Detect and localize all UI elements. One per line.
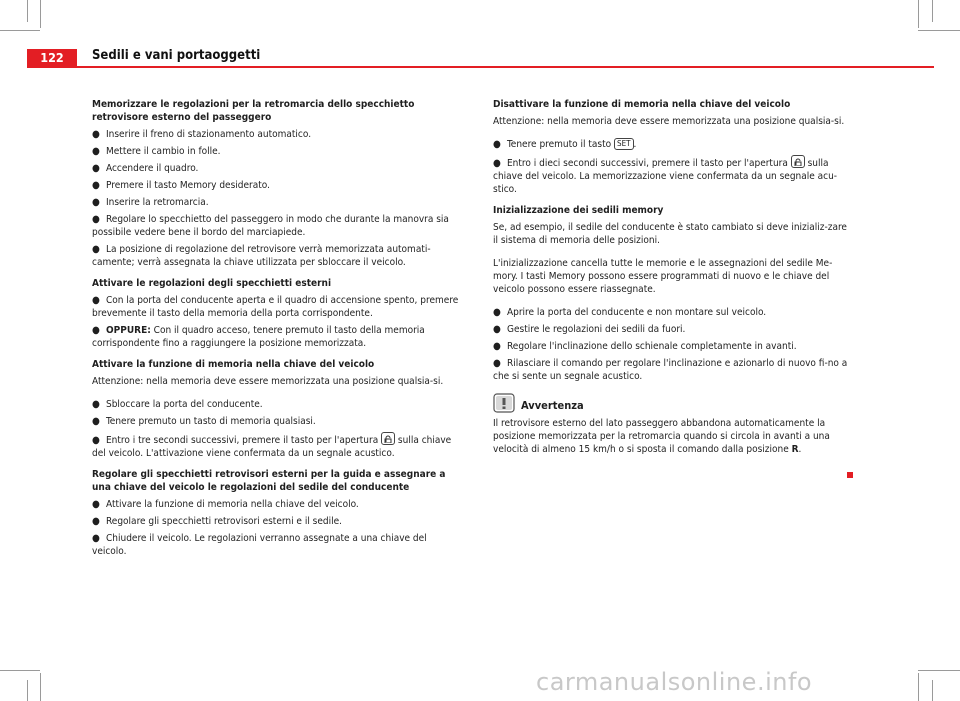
bullet: ● bbox=[493, 307, 501, 318]
list-item bbox=[92, 324, 464, 350]
list-item-text: Attivare la funzione di memoria nella chiave del veicolo. bbox=[106, 499, 359, 510]
list-item bbox=[493, 340, 851, 353]
bullet: ● bbox=[92, 146, 100, 157]
header-divider bbox=[27, 66, 934, 68]
bullet: ● bbox=[92, 516, 100, 527]
list-item-text: Regolare lo specchietto del passeggero in modo che durante la manovra sia possibile vedere bene il bordo del marciapiede. bbox=[92, 214, 449, 238]
note-header bbox=[493, 393, 851, 415]
list-item bbox=[92, 415, 464, 428]
list-item-text: . bbox=[633, 139, 637, 150]
bullet: ● bbox=[493, 358, 501, 369]
section-heading: Attivare le regolazioni degli specchietti esterni bbox=[92, 278, 332, 289]
crop-mark bbox=[918, 670, 960, 671]
list-item-text: Mettere il cambio in folle. bbox=[106, 146, 221, 157]
list-item bbox=[92, 498, 464, 511]
bullet: ● bbox=[493, 341, 501, 352]
list-item bbox=[92, 162, 464, 175]
list-item-text: Inserire la retromarcia. bbox=[106, 197, 209, 208]
bullet: ● bbox=[493, 324, 501, 335]
page-number-badge bbox=[27, 49, 77, 66]
list-item bbox=[92, 294, 464, 320]
list-item-text: Entro i dieci secondi successivi, premere il tasto per l'apertura bbox=[507, 158, 788, 169]
crop-mark bbox=[27, 680, 28, 701]
list-item-text: Regolare gli specchietti retrovisori esterni e il sedile. bbox=[106, 516, 343, 527]
list-item-text: sulla chiave del veicolo. L'attivazione viene confermata da un segnale acustico. bbox=[92, 435, 452, 459]
list-item-text: Con il quadro acceso, tenere premuto il tasto della memoria corrispondente fino a raggiungere la posizione memorizzata. bbox=[92, 325, 425, 349]
crop-mark bbox=[932, 680, 933, 701]
crop-mark bbox=[40, 673, 41, 701]
list-item bbox=[92, 398, 464, 411]
list-item-text: Rilasciare il comando per regolare l'inclinazione e azionarlo di nuovo fi-no a che si sente un segnale acustico. bbox=[493, 358, 848, 382]
list-item bbox=[92, 196, 464, 209]
set-key-icon: SET bbox=[614, 138, 634, 150]
crop-mark bbox=[932, 0, 933, 22]
page-title: Sedili e vani portaoggetti bbox=[92, 48, 261, 63]
list-item bbox=[92, 179, 464, 192]
list-item-text: Accendere il quadro. bbox=[106, 163, 199, 174]
crop-mark bbox=[27, 0, 28, 22]
list-item-text: sulla chiave del veicolo. La memorizzazione viene confermata da un segnale acu-stico. bbox=[493, 158, 838, 195]
bullet: ● bbox=[92, 399, 100, 410]
emphasis: OPPURE: bbox=[106, 325, 151, 336]
list-item-text: La posizione di regolazione del retrovisore verrà memorizzata automati-camente; verrà assegnata la chiave utilizzata per sbloccare il veicolo. bbox=[92, 244, 431, 268]
paragraph: Attenzione: nella memoria deve essere memorizzata una posizione qualsia-si. bbox=[92, 376, 444, 387]
bullet: ● bbox=[92, 325, 100, 336]
paragraph: L'inizializzazione cancella tutte le memorie e le assegnazioni del sedile Me-mory. I tasti Memory possono essere programmati di nuovo e le chiave del veicolo possono essere riassegnate. bbox=[493, 258, 833, 295]
bullet: ● bbox=[92, 244, 100, 255]
left-column bbox=[92, 98, 464, 562]
bullet: ● bbox=[92, 295, 100, 306]
bullet: ● bbox=[92, 197, 100, 208]
section-heading: Memorizzare le regolazioni per la retromarcia dello specchietto retrovisore esterno del passeggero bbox=[92, 99, 415, 123]
note-icon bbox=[493, 393, 515, 413]
bullet: ● bbox=[92, 180, 100, 191]
list-item bbox=[493, 138, 851, 151]
crop-mark bbox=[0, 670, 40, 671]
list-item-text: Premere il tasto Memory desiderato. bbox=[106, 180, 270, 191]
list-item-text: Chiudere il veicolo. Le regolazioni verranno assegnate a una chiave del veicolo. bbox=[92, 533, 427, 557]
section-heading: Disattivare la funzione di memoria nella chiave del veicolo bbox=[493, 99, 791, 110]
bullet: ● bbox=[493, 158, 501, 169]
page-number: 122 bbox=[40, 50, 64, 65]
bullet: ● bbox=[92, 163, 100, 174]
bullet: ● bbox=[92, 214, 100, 225]
list-item bbox=[92, 515, 464, 528]
emphasis: R bbox=[791, 444, 799, 455]
crop-mark bbox=[918, 30, 960, 31]
list-item-text: Tenere premuto un tasto di memoria qualsiasi. bbox=[106, 416, 316, 427]
bullet: ● bbox=[92, 129, 100, 140]
note-text-part: . bbox=[798, 444, 802, 455]
note-title: Avvertenza bbox=[521, 399, 584, 412]
watermark: carmanualsonline.info bbox=[536, 668, 813, 696]
list-item-text: Aprire la porta del conducente e non montare sul veicolo. bbox=[507, 307, 767, 318]
note-text bbox=[493, 417, 851, 456]
list-item-text: Regolare l'inclinazione dello schienale completamente in avanti. bbox=[507, 341, 797, 352]
list-item bbox=[493, 357, 851, 383]
section-end-marker bbox=[847, 472, 853, 478]
bullet: ● bbox=[92, 416, 100, 427]
list-item bbox=[493, 323, 851, 336]
list-item bbox=[92, 432, 464, 460]
right-column bbox=[493, 98, 851, 462]
list-item bbox=[92, 243, 464, 269]
bullet: ● bbox=[92, 533, 100, 544]
list-item bbox=[92, 213, 464, 239]
list-item-text: Gestire le regolazioni dei sedili da fuori. bbox=[507, 324, 686, 335]
unlock-key-icon bbox=[791, 155, 805, 168]
section-heading: Attivare la funzione di memoria nella chiave del veicolo bbox=[92, 359, 375, 370]
list-item bbox=[92, 532, 464, 558]
note-text-part: Il retrovisore esterno del lato passeggero abbandona automaticamente la posizione memorizzata per la retromarcia quando si circola in avanti a una velocità di almeno 15 km/h o si sposta il comando dalla posizione bbox=[493, 418, 830, 455]
list-item bbox=[493, 306, 851, 319]
list-item-text: Sbloccare la porta del conducente. bbox=[106, 399, 263, 410]
list-item-text: Entro i tre secondi successivi, premere il tasto per l'apertura bbox=[106, 435, 379, 446]
crop-mark bbox=[918, 0, 919, 28]
section-heading: Inizializzazione dei sedili memory bbox=[493, 205, 664, 216]
list-item bbox=[92, 128, 464, 141]
paragraph: Se, ad esempio, il sedile del conducente è stato cambiato si deve inizializ-zare il sistema di memoria delle posizioni. bbox=[493, 222, 847, 246]
unlock-key-icon bbox=[381, 432, 395, 445]
list-item-text: Tenere premuto il tasto bbox=[507, 139, 612, 150]
paragraph: Attenzione: nella memoria deve essere memorizzata una posizione qualsia-si. bbox=[493, 116, 845, 127]
list-item-text: Inserire il freno di stazionamento automatico. bbox=[106, 129, 312, 140]
crop-mark bbox=[40, 0, 41, 28]
bullet: ● bbox=[493, 139, 501, 150]
section-heading: Regolare gli specchietti retrovisori esterni per la guida e assegnare a una chiave del veicolo le regolazioni del sedile del conducente bbox=[92, 469, 446, 493]
crop-mark bbox=[0, 30, 40, 31]
list-item-text: Con la porta del conducente aperta e il quadro di accensione spento, premere brevemente il tasto della memoria della porta corrispondente. bbox=[92, 295, 459, 319]
list-item bbox=[92, 145, 464, 158]
bullet: ● bbox=[92, 435, 100, 446]
list-item bbox=[493, 155, 851, 196]
crop-mark bbox=[918, 673, 919, 701]
bullet: ● bbox=[92, 499, 100, 510]
